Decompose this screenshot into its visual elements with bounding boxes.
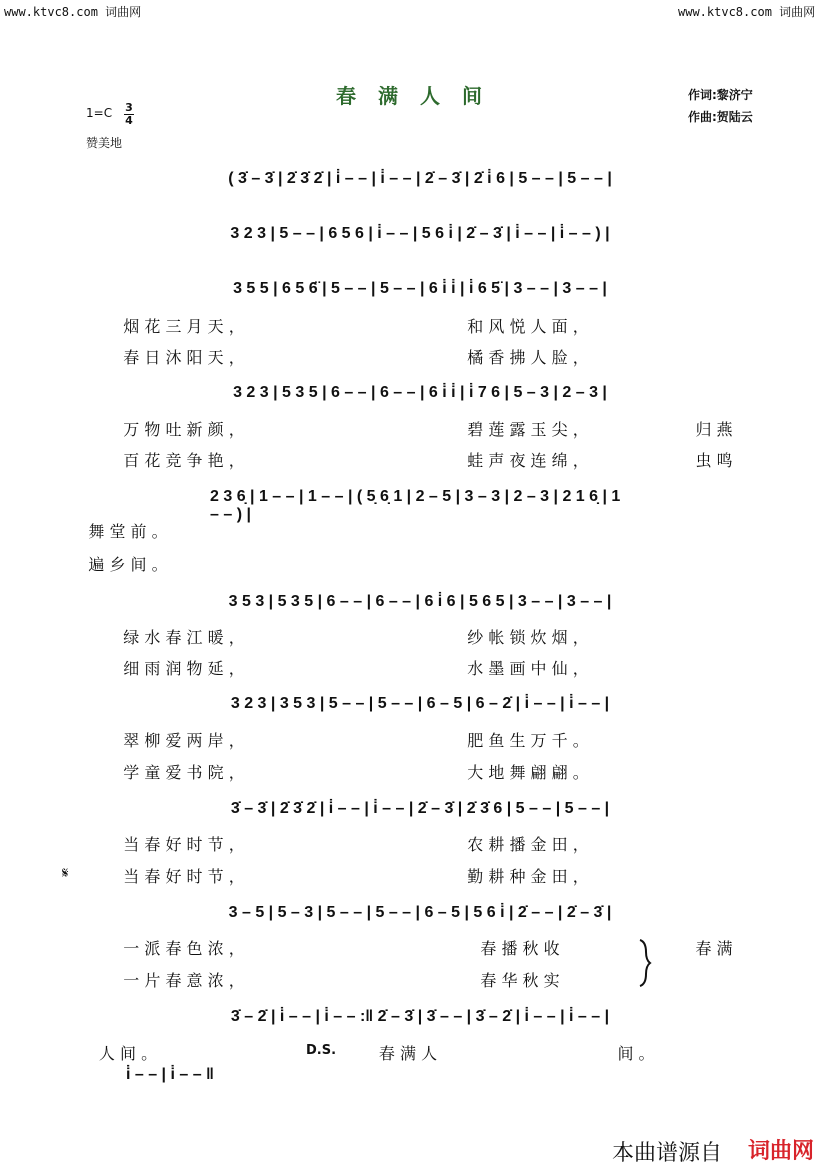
lyric-phrase: 万 物 吐 新 颜 ，: [123, 420, 245, 439]
lyricist-credit: 作词:黎济宁: [688, 88, 753, 102]
lyric-phrase: 翠 柳 爱 两 岸 ，: [123, 731, 245, 750]
notation-line-8: [0, 800, 840, 826]
notation-line-7: [0, 695, 840, 721]
notation-line-10: [0, 1008, 840, 1034]
key-signature: 1=C: [86, 106, 113, 120]
lyric-phrase: 归 燕: [695, 420, 733, 439]
lyrics-row: [0, 864, 840, 888]
lyric-phrase: 一 片 春 意 浓 ，: [123, 971, 245, 990]
notation-text: 3 – 5 | 5 – 3 | 5 – – | 5 – – | 6 – 5 | 5 6 i̇ | 2̇ – – | 2̇ – 3̇ |: [228, 904, 612, 921]
notation-text: i̇ – – | i̇ – – ‖: [125, 1066, 215, 1083]
lyric-phrase: 烟 花 三 月 天 ，: [123, 317, 245, 336]
lyrics-row: [0, 552, 840, 576]
time-signature-top: 3: [125, 101, 133, 114]
lyric-phrase: 春 播 秋 收: [480, 939, 560, 958]
dal-segno-mark: D.S.: [306, 1043, 337, 1058]
lyric-phrase: 间 。: [617, 1044, 655, 1063]
lyrics-row: [0, 417, 840, 441]
lyric-phrase: 一 派 春 色 浓 ，: [123, 939, 245, 958]
lyric-phrase: 大 地 舞 翩 翩 。: [467, 763, 589, 782]
notation-line-11: [0, 1066, 840, 1092]
lyrics-row: [0, 345, 840, 369]
footer-source-text: 本曲谱源自: [612, 1141, 723, 1166]
lyrics-row: [0, 1041, 840, 1065]
footer-site-name[interactable]: 词曲网: [748, 1139, 815, 1164]
notation-text: 3 2 3 | 3 5 3 | 5 – – | 5 – – | 6 – 5 | 6 – 2̇ | i̇ – – | i̇ – – |: [230, 695, 610, 712]
notation-line-1: [0, 170, 840, 196]
notation-line-2: [0, 225, 840, 251]
lyrics-row: [0, 625, 840, 649]
notation-line-4: [0, 384, 840, 410]
lyric-phrase: 春 华 秋 实: [480, 971, 560, 990]
lyric-phrase: 虫 鸣: [695, 451, 733, 470]
lyric-phrase: 农 耕 播 金 田 ，: [467, 835, 589, 854]
lyric-phrase: 橘 香 拂 人 脸 ，: [467, 348, 589, 367]
segno-icon: 𝄋: [62, 864, 69, 882]
site-url-left[interactable]: www.ktvc8.com 词曲网: [4, 5, 142, 19]
notation-text: ( 3̇ – 3̇ | 2̇ 3̇ 2̇ | i̇ – – | i̇ – – | 2̇ – 3̇ | 2̇ i̇ 6 | 5 – – | 5 – – |: [228, 170, 612, 187]
lyrics-row: [0, 314, 840, 338]
notation-text: 3 5 3 | 5 3 5 | 6 – – | 6 – – | 6 i̇ 6 | 5 6 5 | 3 – – | 3 – – |: [228, 593, 612, 610]
lyric-phrase: 和 风 悦 人 面 ，: [467, 317, 589, 336]
site-url-right[interactable]: www.ktvc8.com 词曲网: [678, 5, 816, 19]
notation-text: 3 2 3 | 5 – – | 6 5 6 | i̇ – – | 5 6 i̇ | 2̇ – 3̇ | i̇ – – | i̇ – – ) |: [230, 225, 610, 242]
lyrics-row: [0, 832, 840, 856]
lyric-phrase: 水 墨 画 中 仙 ，: [467, 659, 589, 678]
notation-line-3: [0, 280, 840, 306]
composer-credit: 作曲:贺陆云: [688, 110, 753, 124]
lyric-phrase: 纱 帐 锁 炊 烟 ，: [467, 628, 589, 647]
lyric-phrase: 当 春 好 时 节 ，: [123, 835, 245, 854]
lyric-phrase: 勤 耕 种 金 田 ，: [467, 867, 589, 886]
notation-text: 3̇ – 3̇ | 2̇ 3̇ 2̇ | i̇ – – | i̇ – – | 2̇ – 3̇ | 2̇ 3̇ 6 | 5 – – | 5 – – |: [230, 800, 610, 817]
lyrics-row: [0, 656, 840, 680]
lyric-phrase: 绿 水 春 江 暖 ，: [123, 628, 245, 647]
notation-text: 3̇ – 2̇ | i̇ – – | i̇ – – :‖ 2̇ – 3̇ | 3̇ – – | 3̇ – 2̇ | i̇ – – | i̇ – – |: [230, 1008, 610, 1025]
notation-line-6: [0, 593, 840, 619]
lyric-phrase: 当 春 好 时 节 ，: [123, 867, 245, 886]
lyric-phrase: 细 雨 润 物 延 ，: [123, 659, 245, 678]
lyric-phrase: 碧 莲 露 玉 尖 ，: [467, 420, 589, 439]
notation-text: 3 5 5 | 6 5 6̈ | 5 – – | 5 – – | 6 i̇ i̇ | i̇ 6 5̈ | 3 – – | 3 – – |: [233, 280, 607, 297]
lyrics-row: [0, 519, 840, 543]
notation-line-5: [0, 488, 840, 523]
lyric-phrase: 肥 鱼 生 万 千 。: [467, 731, 589, 750]
notation-text: 2 3 6̣ | 1 – – | 1 – – | ( 5̣ 6̣ 1 | 2 – 5 | 3 – 3 | 2 – 3 | 2 1 6̣ | 1 – – ) |: [210, 488, 621, 523]
lyric-phrase: 蛙 声 夜 连 绵 ，: [467, 451, 589, 470]
lyric-phrase: 春 日 沐 阳 天 ，: [123, 348, 245, 367]
lyrics-row: [0, 760, 840, 784]
time-signature: [124, 103, 134, 126]
lyrics-row: [0, 448, 840, 472]
lyric-phrase: 人 间 。: [98, 1044, 158, 1063]
song-title: 春满人间: [336, 84, 504, 108]
brace-icon: [636, 938, 652, 988]
lyric-phrase: 百 花 竞 争 艳 ，: [123, 451, 245, 470]
lyric-phrase: 学 童 爱 书 院 ，: [123, 763, 245, 782]
lyrics-row: [0, 936, 840, 960]
notation-line-9: [0, 904, 840, 930]
time-signature-bottom: 4: [125, 114, 133, 127]
notation-text: 3 2 3 | 5 3 5 | 6 – – | 6 – – | 6 i̇ i̇ | i̇ 7 6 | 5 – 3 | 2 – 3 |: [233, 384, 607, 401]
lyric-phrase: 春 满: [695, 939, 733, 958]
lyric-phrase: 舞 堂 前 。: [88, 522, 168, 541]
lyrics-row: [0, 968, 840, 992]
lyric-phrase: 春 满 人: [378, 1044, 438, 1063]
tempo-mood: 赞美地: [86, 136, 123, 150]
lyrics-row: [0, 728, 840, 752]
lyric-phrase: 遍 乡 间 。: [88, 555, 168, 574]
